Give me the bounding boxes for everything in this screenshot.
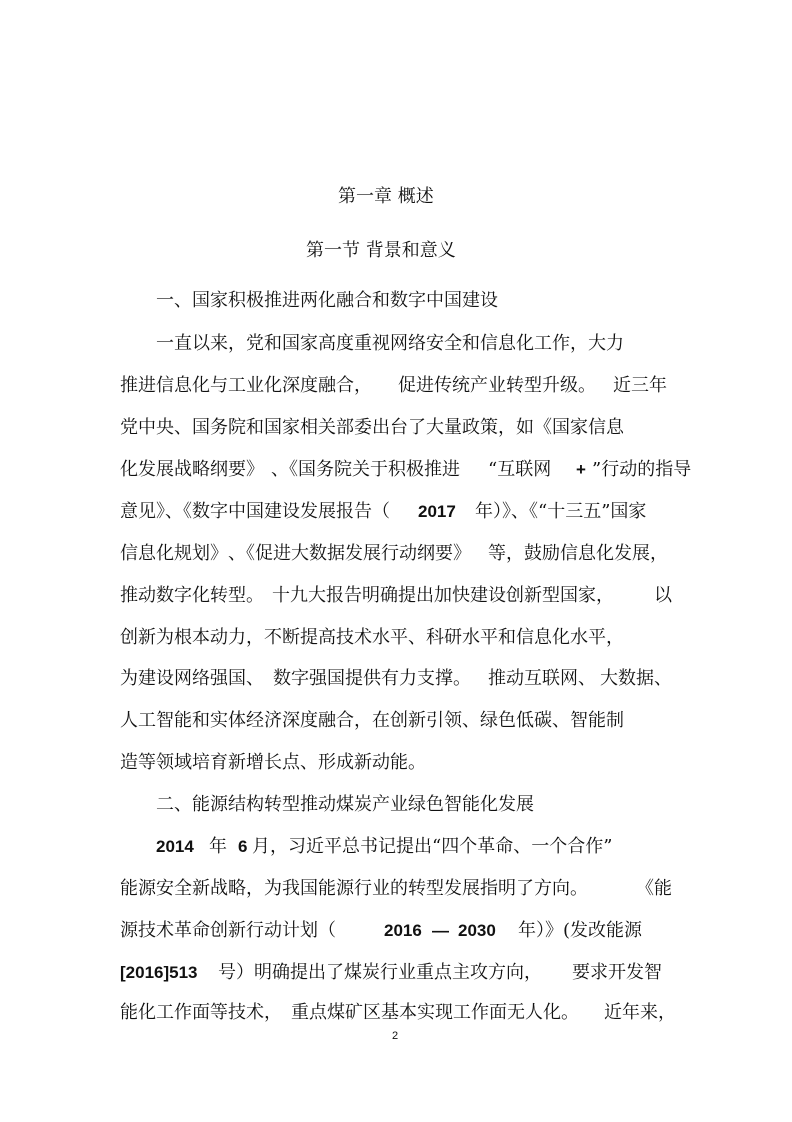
para2-line-5c: 近年来， [604, 1002, 676, 1023]
para1-line-4a: 化发展战略纲要》 [120, 459, 264, 480]
para2-line-3b: 2016 [384, 921, 422, 940]
para1-line-7b: 十九大报告明确提出加快建设创新型国家， [272, 585, 614, 606]
para1-line-9b: 数字强国提供有力支撑。 [273, 668, 471, 689]
para2-line-5a: 能化工作面等技术， [120, 1002, 282, 1023]
para1-line-4e: ”行动的指导 [592, 459, 692, 480]
para1-line-7a: 推动数字化转型。 [120, 585, 264, 606]
para1-line-4c: “互联网 [488, 459, 552, 480]
para1-line-9a: 为建设网络强国、 [120, 668, 264, 689]
section-title: 第一节 背景和意义 [306, 240, 456, 261]
para2-line-4a: [2016]513 [120, 963, 198, 982]
para2-line-1b: 年 [209, 836, 227, 857]
heading-1: 一、国家积极推进两化融合和数字中国建设 [156, 290, 498, 311]
para1-line-7c: 以 [654, 585, 672, 606]
para1-line-4d: + [576, 460, 586, 479]
para1-line-2c: 近三年 [613, 375, 667, 396]
para1-line-5b: 2017 [418, 502, 456, 521]
para1-line-5c: 年）》、《“十三五”国家 [475, 501, 647, 522]
para1-line-10: 人工智能和实体经济深度融合，在创新引领、绿色低碳、智能制 [120, 710, 624, 731]
para2-line-3e: 年）》(发改能源 [518, 920, 643, 941]
para2-line-3a: 源技术革命创新行动计划（ [120, 920, 336, 941]
para2-line-2b: 《能 [636, 878, 672, 899]
para1-line-9d: 大数据、 [600, 668, 672, 689]
page-number: 2 [392, 1030, 399, 1042]
para1-line-6a: 信息化规划》 [120, 543, 228, 564]
para2-line-1a: 2014 [156, 837, 194, 856]
para2-line-1d: 月，习近平总书记提出“四个革命、一个合作” [252, 836, 613, 857]
para1-line-8: 创新为根本动力，不断提高技术水平、科研水平和信息化水平， [120, 627, 624, 648]
para2-line-5b: 重点煤矿区基本实现工作面无人化。 [291, 1002, 579, 1023]
para1-line-1: 一直以来，党和国家高度重视网络安全和信息化工作，大力 [156, 333, 624, 354]
para1-line-6c: 等，鼓励信息化发展， [488, 543, 668, 564]
para2-line-1c: 6 [238, 837, 248, 856]
chapter-title: 第一章 概述 [338, 186, 434, 207]
para1-line-5a: 意见》、《数字中国建设发展报告（ [120, 501, 390, 522]
para2-line-4c: 要求开发智 [572, 962, 662, 983]
para2-line-4b: 号）明确提出了煤炭行业重点主攻方向， [218, 962, 542, 983]
para2-line-3d: 2030 [458, 921, 496, 940]
para1-line-2b: 促进传统产业转型升级。 [398, 375, 596, 396]
para1-line-4b: 、《国务院关于积极推进 [271, 459, 460, 480]
heading-2: 二、能源结构转型推动煤炭产业绿色智能化发展 [156, 794, 534, 815]
para2-line-3c: — [432, 921, 449, 940]
para1-line-3: 党中央、国务院和国家相关部委出台了大量政策，如《国家信息 [120, 417, 624, 438]
para1-line-11: 造等领域培育新增长点、形成新动能。 [120, 752, 426, 773]
para1-line-6b: 、《促进大数据发展行动纲要》 [228, 543, 471, 564]
para1-line-9c: 推动互联网、 [488, 668, 596, 689]
para1-line-2a: 推进信息化与工业化深度融合， [120, 375, 372, 396]
para2-line-2a: 能源安全新战略，为我国能源行业的转型发展指明了方向。 [120, 878, 588, 899]
